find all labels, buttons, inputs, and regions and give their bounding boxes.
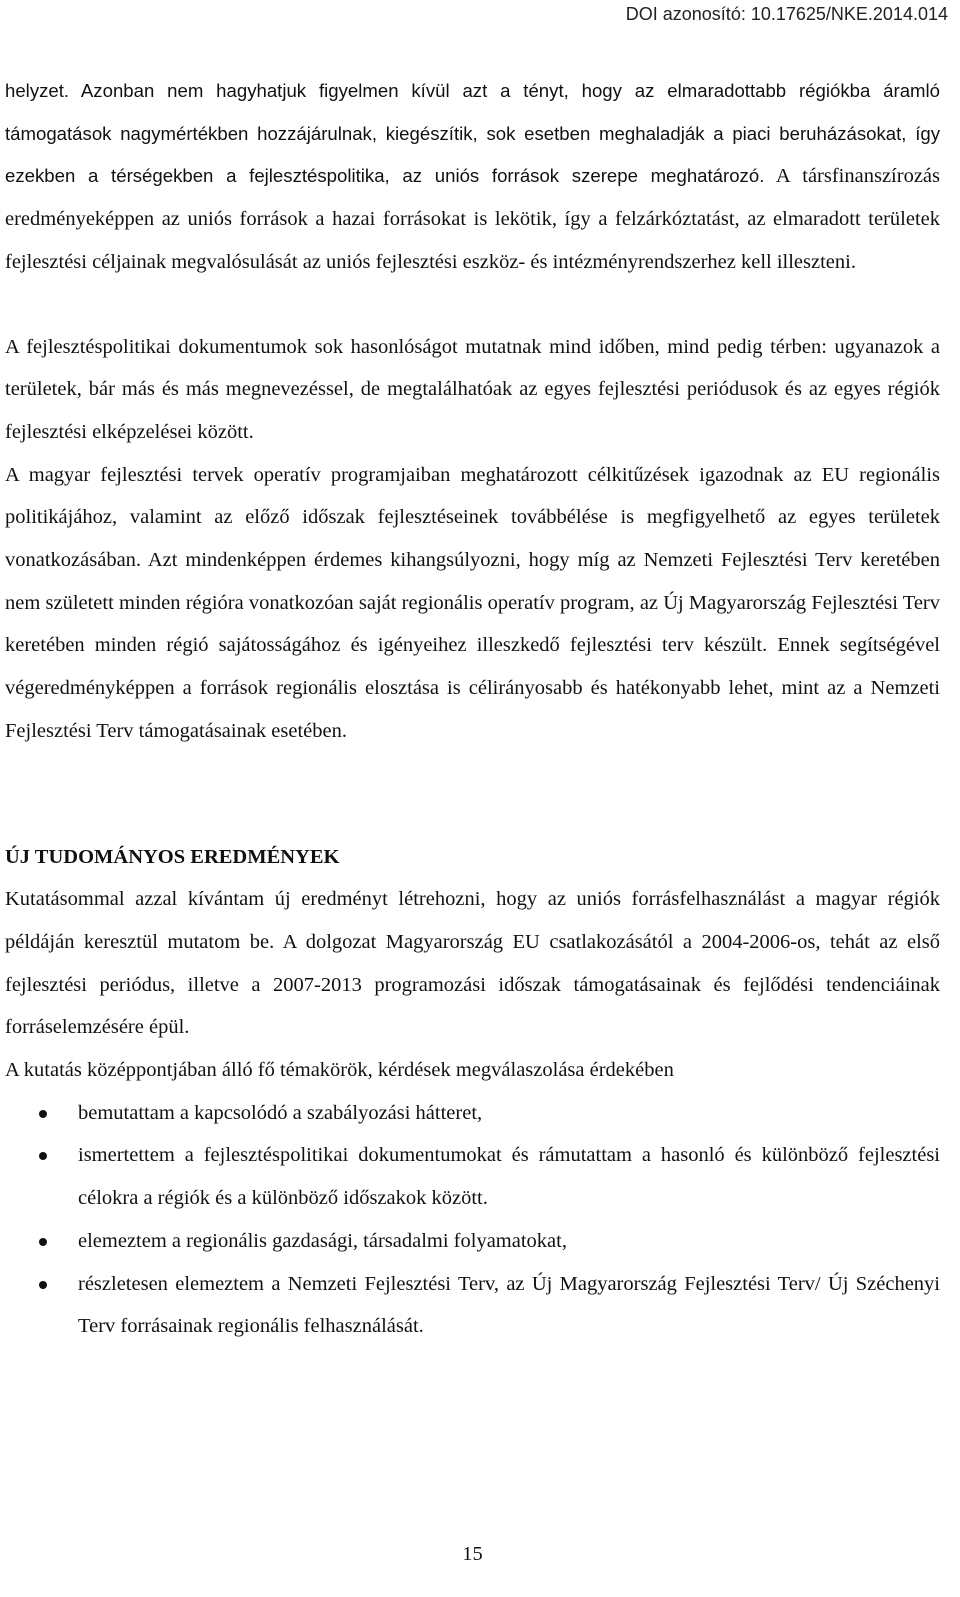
- paragraph-spacer: [5, 284, 940, 326]
- list-item: [5, 1134, 940, 1219]
- section-heading: ÚJ TUDOMÁNYOS EREDMÉNYEK: [5, 845, 340, 868]
- list-item-text: részletesen elemeztem a Nemzeti Fejlesztési Terv, az Új Magyarország Fejlesztési Terv/ Új Széchenyi Terv forrásainak regionális felhasználását.: [78, 1272, 940, 1338]
- list-item: [5, 1263, 940, 1348]
- paragraph-intro-serif-text: A társfinanszírozás eredményeképpen az uniós források a hazai forrásokat is lekötik, így a felzárkóztatást, az elmaradott területek fejlesztési céljainak megvalósulását az uniós fejlesztési eszköz- és intézményrendszerhez kell illeszteni.: [5, 165, 940, 273]
- list-item-text: bemutattam a kapcsolódó a szabályozási hátteret,: [78, 1101, 483, 1124]
- paragraph-intro-sans-text: helyzet. Azonban nem hagyhatjuk figyelmen kívül azt a tényt, hogy az elmaradottabb régiókba áramló támogatások nagymértékben hozzájárulnak, kiegészítik, sok esetben meghaladják a piaci beruházásokat, így ezekben a térségekben a fejlesztéspolitika, az uniós források szerepe meghatározó.: [5, 80, 940, 187]
- paragraph-documents: A fejlesztéspolitikai dokumentumok sok hasonlóságot mutatnak mind időben, mind pedig térben: ugyanazok a területek, bár más és más megnevezéssel, de megtalálhatóak az egyes fejlesztési periódusok és az egyes régiók fejlesztési elképzelései között.: [5, 335, 940, 443]
- bullet-list: [5, 1092, 940, 1348]
- list-item: [5, 1220, 940, 1263]
- doi-identifier: DOI azonosító: 10.17625/NKE.2014.014: [625, 4, 948, 24]
- paragraph-operative-programs: A magyar fejlesztési tervek operatív programjaiban meghatározott célkitűzések igazodnak az EU regionális politikájához, valamint az előző időszak fejlesztéseinek továbbélése is megfigyelhető az egyes területek vonatkozásában. Azt mindenképpen érdemes kihangsúlyozni, hogy míg az Nemzeti Fejlesztési Terv keretében nem született minden régióra vonatkozóan saját regionális operatív program, az Új Magyarország Fejlesztési Terv keretében minden régió sajátosságához és igényeihez illeszkedő fejlesztési terv készült. Ennek segítségével végeredményképpen a források regionális elosztása is célirányosabb és hatékonyabb lehet, mint az a Nemzeti Fejlesztési Terv támogatásainak esetében.: [5, 463, 940, 742]
- paragraph-research: Kutatásommal azzal kívántam új eredményt létrehozni, hogy az uniós forrásfelhasználást a magyar régiók példáján keresztül mutatom be. A dolgozat Magyarország EU csatlakozásától a 2004-2006-os, tehát az első fejlesztési periódus, illetve a 2007-2013 programozási időszak támogatásainak és fejlődési tendenciáinak forráselemzésére épül.: [5, 888, 940, 1039]
- bullet-dot-icon: [39, 1110, 47, 1118]
- bullet-dot-icon: [39, 1281, 47, 1289]
- section-spacer: [5, 753, 940, 838]
- list-item-text: ismertettem a fejlesztéspolitikai dokumentumokat és rámutattam a hasonló és különböző fejlesztési célokra a régiók és a különböző időszakok között.: [78, 1144, 940, 1210]
- section-heading-wrapper: [5, 836, 940, 879]
- paragraph-research-focus: A kutatás középpontjában álló fő témakörök, kérdések megválaszolása érdekében: [5, 1059, 674, 1082]
- paragraph-intro: [5, 70, 940, 284]
- list-item-text: elemeztem a regionális gazdasági, társadalmi folyamatokat,: [78, 1229, 567, 1252]
- bullet-dot-icon: [39, 1152, 47, 1160]
- page-body: [5, 70, 940, 1348]
- page-number: 15: [462, 1543, 483, 1565]
- list-item: [5, 1092, 940, 1135]
- bullet-dot-icon: [39, 1238, 47, 1246]
